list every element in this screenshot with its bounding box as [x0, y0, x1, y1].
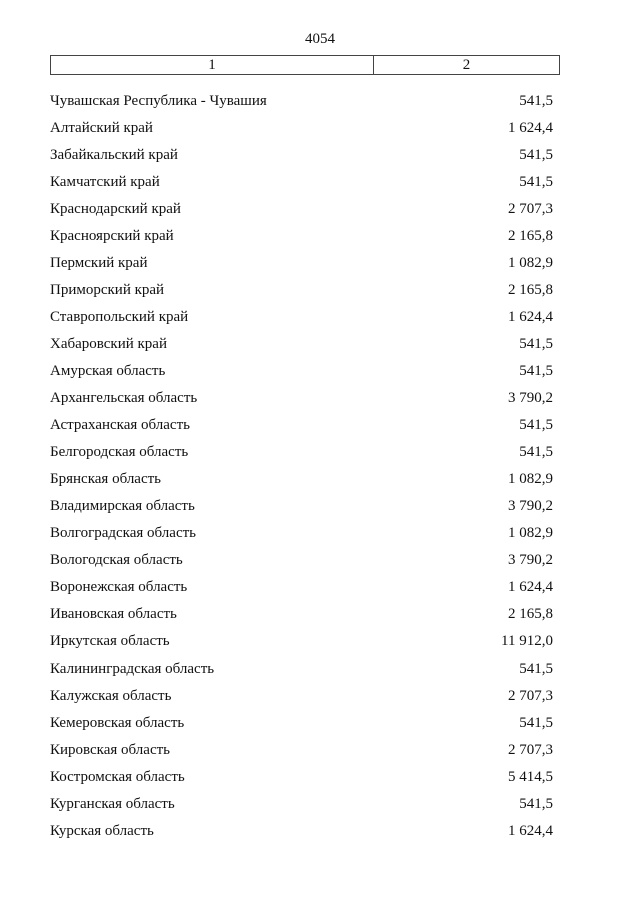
table-row [50, 628, 553, 655]
region-value: 541,5 [519, 417, 553, 434]
region-value: 541,5 [519, 335, 553, 352]
region-value: 1 624,4 [508, 822, 553, 839]
region-value: 2 165,8 [508, 281, 553, 298]
region-name: Красноярский край [50, 227, 174, 244]
region-name: Кировская область [50, 741, 171, 758]
region-name: Забайкальский край [50, 146, 178, 163]
region-name: Чувашская Республика - Чувашия [50, 92, 267, 109]
table-row [50, 222, 553, 249]
table-row [50, 303, 553, 330]
region-value: 541,5 [519, 444, 553, 461]
table-row [50, 357, 553, 384]
page-number: 4054 [305, 31, 335, 47]
region-name: Приморский край [50, 281, 165, 298]
region-value: 11 912,0 [501, 633, 553, 650]
table-row [50, 114, 553, 141]
region-name: Кемеровская область [50, 714, 185, 731]
region-name: Воронежская область [50, 579, 188, 596]
region-name: Калининградская область [50, 660, 215, 677]
table-header [50, 55, 560, 75]
table-row [50, 276, 553, 303]
region-value: 2 165,8 [508, 227, 553, 244]
region-name: Волгоградская область [50, 525, 196, 542]
region-value: 2 165,8 [508, 606, 553, 623]
region-value: 1 082,9 [508, 471, 553, 488]
table-row [50, 547, 553, 574]
region-name: Калужская область [50, 687, 172, 704]
region-name: Хабаровский край [50, 335, 167, 352]
table-row [50, 520, 553, 547]
region-value: 2 707,3 [508, 687, 553, 704]
table-row [50, 493, 553, 520]
table-row [50, 385, 553, 412]
region-name: Костромская область [50, 768, 185, 785]
table-row [50, 709, 553, 736]
region-name: Курганская область [50, 795, 175, 812]
region-value: 2 707,3 [508, 741, 553, 758]
table-row [50, 141, 553, 168]
table-row [50, 168, 553, 195]
table-row [50, 790, 553, 817]
region-value: 3 790,2 [508, 498, 553, 515]
table-row [50, 763, 553, 790]
header-column-2: 2 [462, 57, 471, 73]
region-name: Курская область [50, 822, 154, 839]
region-name: Вологодская область [50, 552, 183, 569]
region-name: Ивановская область [50, 606, 177, 623]
table-row [50, 195, 553, 222]
table-row [50, 682, 553, 709]
region-value: 541,5 [519, 92, 553, 109]
region-name: Амурская область [50, 362, 166, 379]
region-value: 5 414,5 [508, 768, 553, 785]
table-body [50, 87, 553, 844]
region-name: Алтайский край [50, 119, 153, 136]
table-row [50, 412, 553, 439]
region-name: Белгородская область [50, 444, 189, 461]
region-name: Владимирская область [50, 498, 195, 515]
region-value: 541,5 [519, 714, 553, 731]
table-row [50, 330, 553, 357]
table-row [50, 466, 553, 493]
region-value: 3 790,2 [508, 390, 553, 407]
region-value: 1 082,9 [508, 525, 553, 542]
header-column-1: 1 [51, 56, 374, 74]
region-name: Краснодарский край [50, 200, 181, 217]
region-value: 1 082,9 [508, 254, 553, 271]
table-row [50, 736, 553, 763]
region-name: Иркутская область [50, 633, 170, 650]
region-value: 541,5 [519, 362, 553, 379]
table-row [50, 87, 553, 114]
region-value: 3 790,2 [508, 552, 553, 569]
region-value: 541,5 [519, 173, 553, 190]
table-row [50, 439, 553, 466]
region-value: 1 624,4 [508, 579, 553, 596]
region-value: 1 624,4 [508, 119, 553, 136]
region-value: 2 707,3 [508, 200, 553, 217]
region-value: 1 624,4 [508, 308, 553, 325]
region-name: Архангельская область [50, 390, 198, 407]
region-value: 541,5 [519, 660, 553, 677]
region-name: Ставропольский край [50, 308, 189, 325]
region-name: Камчатский край [50, 173, 160, 190]
table-row [50, 817, 553, 844]
region-name: Астраханская область [50, 417, 190, 434]
table-row [50, 655, 553, 682]
region-name: Брянская область [50, 471, 162, 488]
table-row [50, 574, 553, 601]
table-row [50, 601, 553, 628]
region-value: 541,5 [519, 795, 553, 812]
region-name: Пермский край [50, 254, 148, 271]
table-row [50, 249, 553, 276]
region-value: 541,5 [519, 146, 553, 163]
